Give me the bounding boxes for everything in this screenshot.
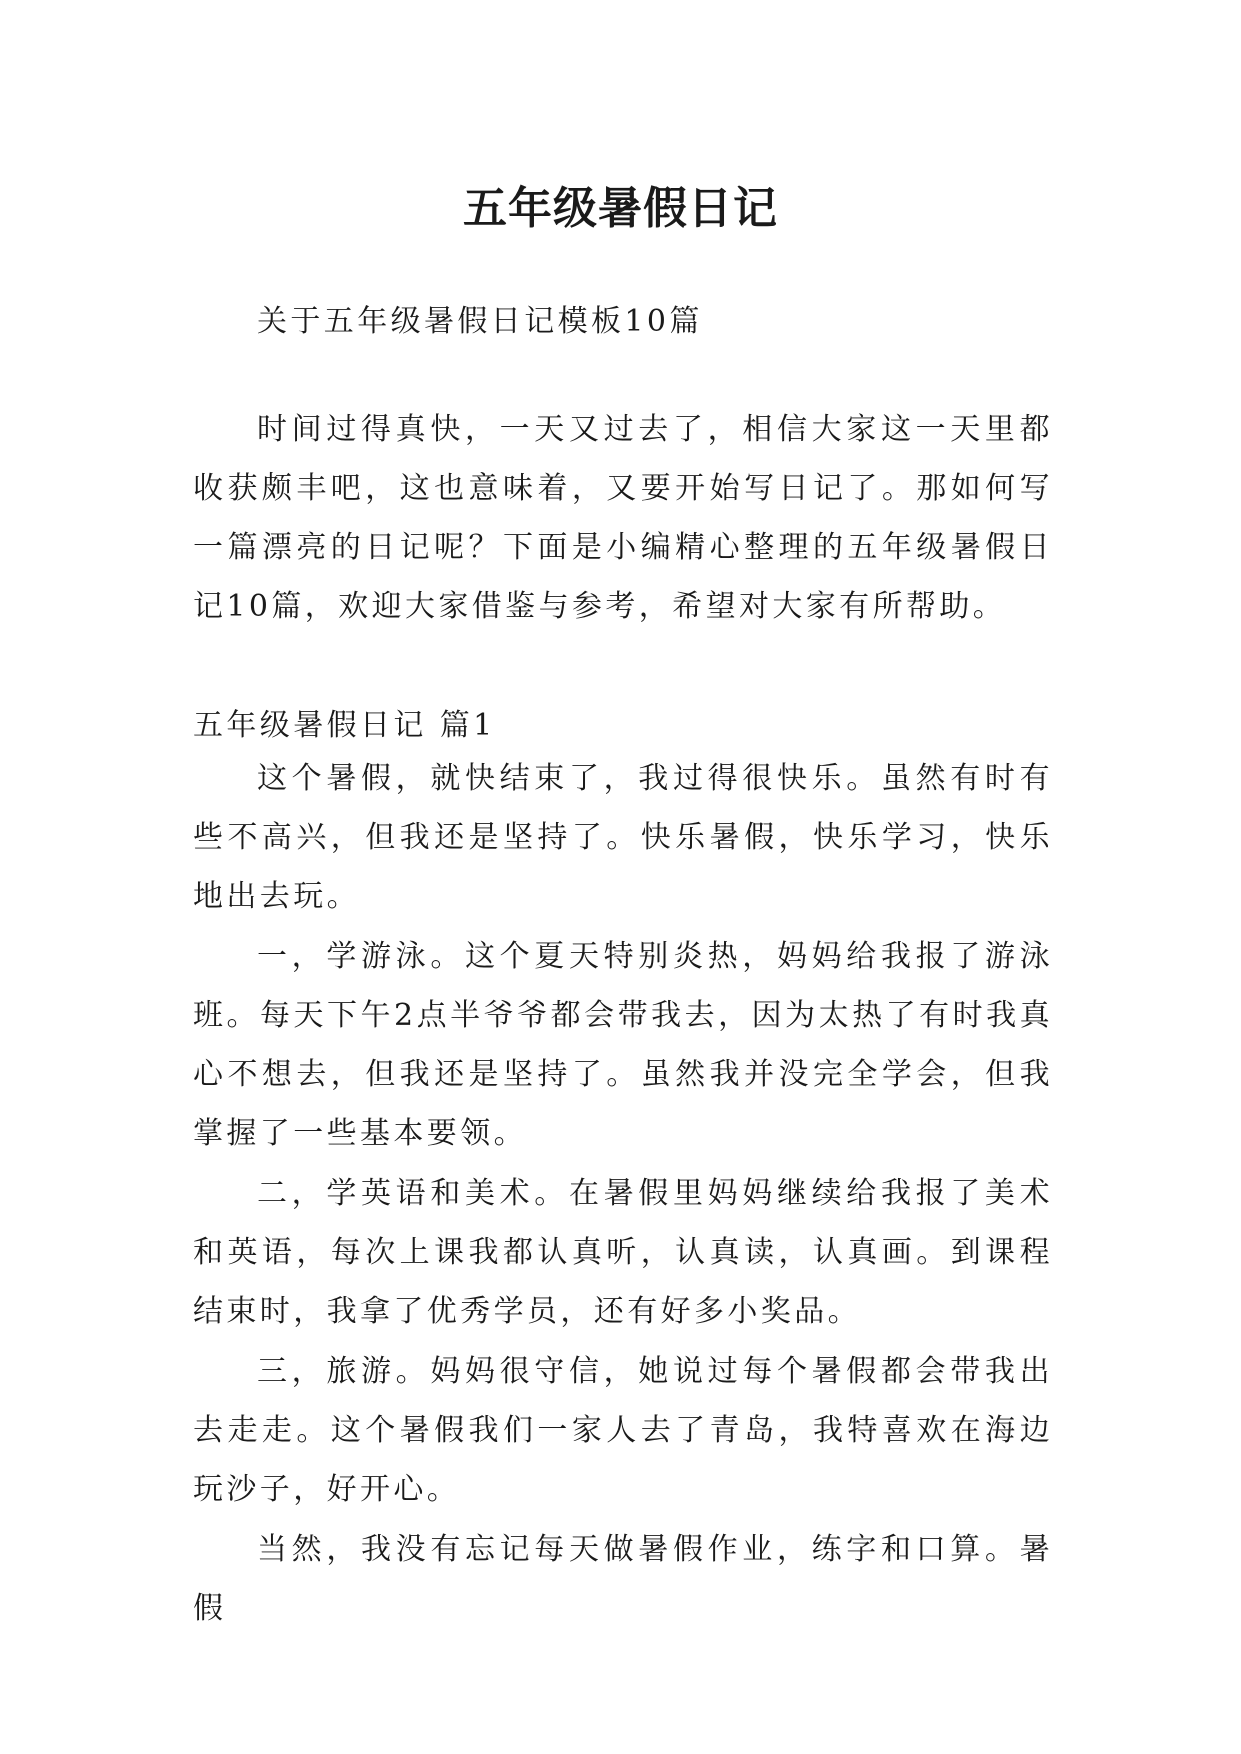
body-paragraph: 三，旅游。妈妈很守信，她说过每个暑假都会带我出去走走。这个暑假我们一家人去了青岛，我特喜欢在海边玩沙子，好开心。 — [193, 1354, 1053, 1507]
body-paragraph: 当然，我没有忘记每天做暑假作业，练字和口算。暑假 — [193, 1532, 1053, 1626]
body-paragraph: 一，学游泳。这个夏天特别炎热，妈妈给我报了游泳班。每天下午2点半爷爷都会带我去，因为太热了有时我真心不想去，但我还是坚持了。虽然我并没完全学会，但我掌握了一些基本要领。 — [193, 939, 1053, 1151]
document-subtitle: 关于五年级暑假日记模板10篇 — [257, 304, 703, 339]
body-paragraph: 二，学英语和美术。在暑假里妈妈继续给我报了美术和英语，每次上课我都认真听，认真读，认真画。到课程结束时，我拿了优秀学员，还有好多小奖品。 — [193, 1176, 1053, 1329]
section-heading: 五年级暑假日记 篇1 — [193, 708, 496, 743]
document-title: 五年级暑假日记 — [463, 183, 778, 235]
intro-paragraph: 时间过得真快，一天又过去了，相信大家这一天里都收获颇丰吧，这也意味着，又要开始写日记了。那如何写一篇漂亮的日记呢？下面是小编精心整理的五年级暑假日记10篇，欢迎大家借鉴与参考，希望对大家有所帮助。 — [193, 412, 1053, 624]
body-paragraph: 这个暑假，就快结束了，我过得很快乐。虽然有时有些不高兴，但我还是坚持了。快乐暑假，快乐学习，快乐地出去玩。 — [193, 761, 1053, 914]
